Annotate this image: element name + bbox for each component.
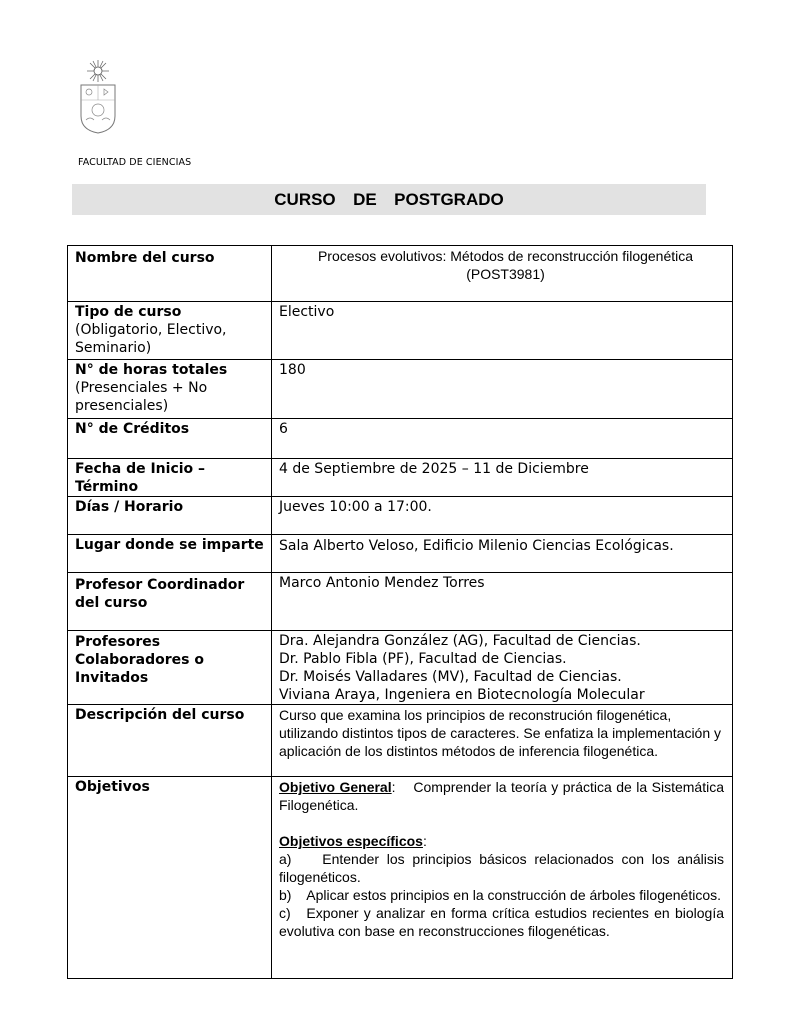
row-course-type (68, 302, 733, 360)
faculty-name: FACULTAD DE CIENCIAS (78, 157, 192, 168)
row-course-name (68, 246, 733, 302)
collaborator-item: Dr. Pablo Fibla (PF), Facultad de Ciencias. (279, 651, 567, 667)
label-course-name: Nombre del curso (68, 246, 272, 302)
specific-objective-item: a) Entender los principios básicos relacionados con los análisis filogenéticos. (279, 851, 724, 885)
label-coordinator: Profesor Coordinador del curso (68, 573, 272, 631)
page-title-banner (72, 184, 706, 215)
label-dates: Fecha de Inicio – Término (68, 459, 272, 497)
collaborator-item: Viviana Araya, Ingeniera en Biotecnología Molecular (279, 687, 645, 703)
row-total-hours (68, 360, 733, 419)
collaborator-item: Dr. Moisés Valladares (MV), Facultad de Ciencias. (279, 669, 622, 685)
course-type-sublabel: (Obligatorio, Electivo, Seminario) (75, 322, 227, 356)
course-name-title: Procesos evolutivos: Métodos de reconstrucción filogenética (317, 248, 694, 264)
value-course-name (272, 246, 733, 302)
specific-objectives-heading: Objetivos específicos (279, 833, 423, 849)
course-type-label-text: Tipo de curso (75, 304, 182, 320)
total-hours-sublabel: (Presenciales + No presenciales) (75, 380, 208, 414)
label-total-hours (68, 360, 272, 419)
general-objective-heading: Objetivo General (279, 779, 392, 795)
label-credits: N° de Créditos (68, 419, 272, 459)
specific-objectives: Objetivos específicos: (279, 833, 427, 849)
value-collaborators (272, 631, 733, 705)
specific-objective-item: c) Exponer y analizar en forma crítica estudios recientes en biología evolutiva con base en reconstrucciones filogenéticas. (279, 905, 724, 939)
row-coordinator (68, 573, 733, 631)
value-schedule: Jueves 10:00 a 17:00. (272, 497, 733, 535)
label-objectives: Objetivos (68, 777, 272, 979)
value-coordinator: Marco Antonio Mendez Torres (272, 573, 733, 631)
value-dates: 4 de Septiembre de 2025 – 11 de Diciembre (272, 459, 733, 497)
label-location: Lugar donde se imparte (68, 535, 272, 573)
row-credits (68, 419, 733, 459)
label-collaborators: Profesores Colaboradores o Invitados (68, 631, 272, 705)
total-hours-label-text: N° de horas totales (75, 362, 228, 378)
course-info-table (67, 245, 733, 979)
course-code: (POST3981) (466, 266, 545, 282)
row-collaborators (68, 631, 733, 705)
label-schedule: Días / Horario (68, 497, 272, 535)
row-schedule (68, 497, 733, 535)
value-location: Sala Alberto Veloso, Edificio Milenio Ciencias Ecológicas. (272, 535, 733, 573)
row-dates (68, 459, 733, 497)
collaborator-item: Dra. Alejandra González (AG), Facultad de Ciencias. (279, 633, 641, 649)
row-description (68, 705, 733, 777)
specific-objective-item: b) Aplicar estos principios en la construcción de árboles filogenéticos. (279, 887, 722, 903)
row-location (68, 535, 733, 573)
row-objectives (68, 777, 733, 979)
value-total-hours: 180 (272, 360, 733, 419)
value-description: Curso que examina los principios de reconstrución filogenética, utilizando distintos tipos de caracteres. Se enfatiza la implementación y aplicación de los distintos métodos de inferencia filogenética. (272, 705, 733, 777)
label-course-type (68, 302, 272, 360)
value-credits: 6 (272, 419, 733, 459)
general-objective-text: Comprender la teoría y práctica de la Sistemática Filogenética. (279, 779, 725, 813)
university-crest-logo (78, 58, 118, 134)
page-title: CURSO DE POSTGRADO (274, 189, 504, 209)
value-objectives (272, 777, 733, 979)
value-course-type: Electivo (272, 302, 733, 360)
general-objective: Objetivo General: Comprender la teoría y práctica de la Sistemática Filogenética. (279, 779, 725, 813)
label-description: Descripción del curso (68, 705, 272, 777)
